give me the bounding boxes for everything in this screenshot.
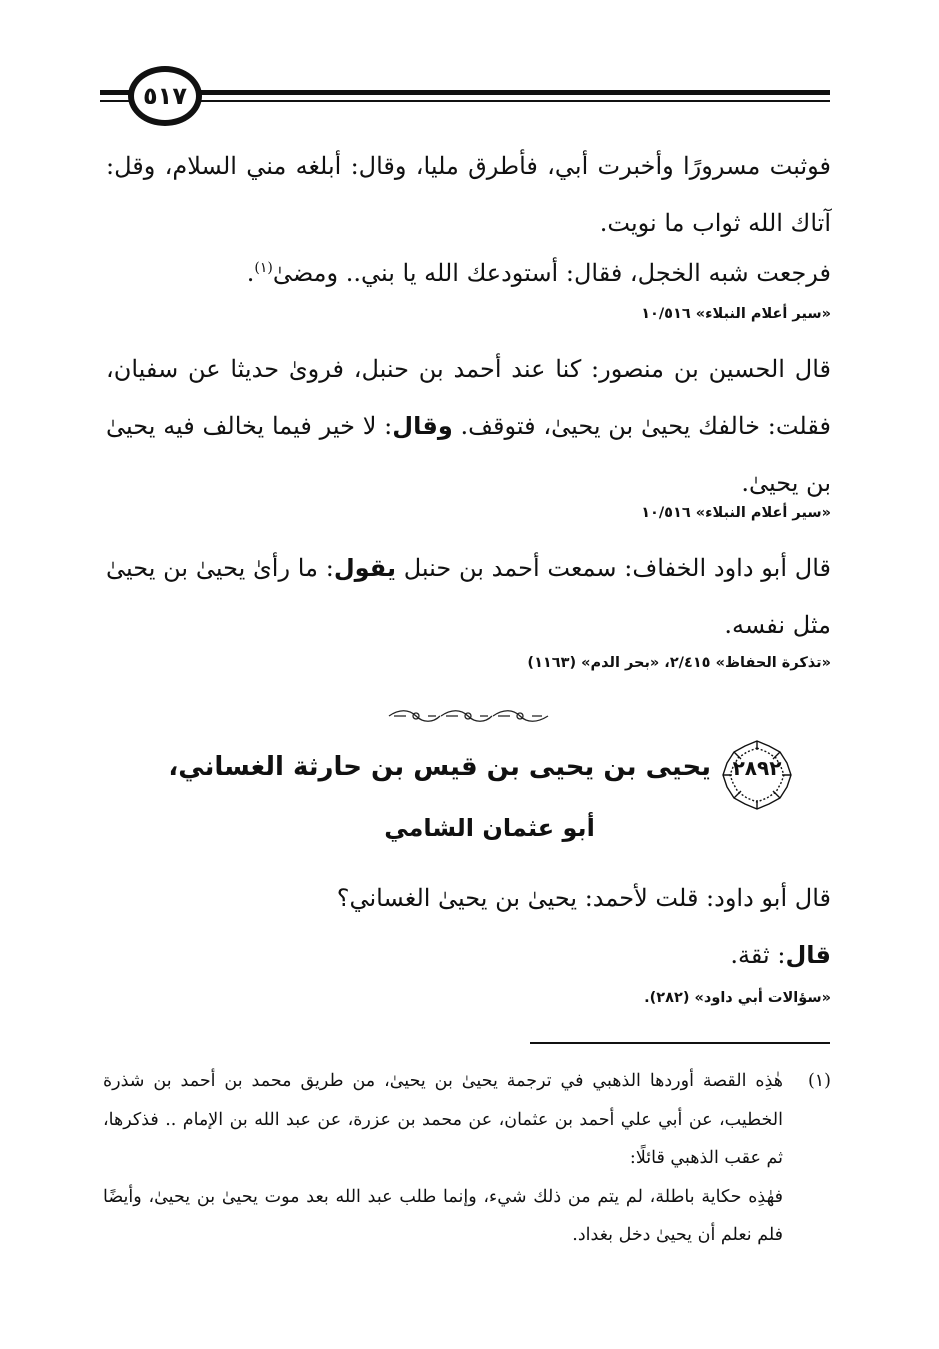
- paragraph-4-part-a: قال أبو داود الخفاف: سمعت أحمد بن حنبل: [403, 554, 831, 582]
- paragraph-2-text: [106, 245, 831, 302]
- entry-answer-keyword: قال: [785, 941, 831, 969]
- paragraph-4-keyword: يقول: [333, 554, 396, 582]
- page-header: [100, 62, 830, 132]
- header-rule-thick: [100, 90, 830, 95]
- citation-3: «تذكرة الحفاظ» ٢/٤١٥، «بحر الدم» (١١٦٣): [527, 655, 831, 671]
- paragraph-3: [106, 341, 831, 512]
- footnote-separator: [530, 1042, 830, 1044]
- entry-citation: «سؤالات أبي داود» (٢٨٢).: [644, 990, 831, 1006]
- entry-body: [106, 870, 831, 984]
- paragraph-1-text: فوثبت مسرورًا وأخبرت أبي، فأطرق مليا، وقال: أبلغه مني السلام، وقل: آتاك الله ثواب ما نويت.: [106, 152, 831, 237]
- paragraph-4-part-b: : ما رأىٰ يحيىٰ بن يحيىٰ مثل نفسه.: [106, 554, 831, 639]
- footnote-reference: (١): [254, 260, 273, 276]
- entry-number: ٢٨٩٢: [732, 756, 782, 780]
- entry-title: يحيى بن يحيى بن قيس بن حارثة الغساني،: [168, 752, 711, 782]
- ornament-divider: [384, 708, 554, 724]
- footnote-paragraph-1: هٰذِه القصة أوردها الذهبي في ترجمة يحيىٰ بن يحيىٰ، من طريق محمد بن أحمد بن شذرة الخطيب، عن أبي علي أحمد بن عثمان، عن محمد بن عزرة، عن عبد الله بن الإمام .. فذكرها، ثم عقب الذهبي قائلًا:: [103, 1071, 783, 1168]
- paragraph-4-text: [106, 540, 831, 654]
- paragraph-2-end: .: [246, 259, 255, 287]
- paragraph-3-part-a: قال الحسين بن منصور: كنا عند أحمد بن حنبل، فروىٰ حديثا عن سفيان، فقلت: خالفك يحيىٰ بن يحيىٰ، فتوقف.: [106, 355, 831, 440]
- citation-1: «سير أعلام النبلاء» ١٠/٥١٦: [641, 306, 831, 322]
- entry-answer-text: : ثقة.: [730, 941, 786, 969]
- paragraph-3-keyword: وقال: [392, 412, 453, 440]
- page-number: ٥١٧: [128, 66, 202, 126]
- paragraph-4: [106, 540, 831, 654]
- paragraph-3-text: [106, 341, 831, 512]
- paragraph-2: [106, 245, 831, 302]
- paragraph-3-part-b: : لا خير فيما يخالف فيه يحيىٰ بن يحيىٰ.: [106, 412, 831, 497]
- citation-2: «سير أعلام النبلاء» ١٠/٥١٦: [641, 505, 831, 521]
- entry-answer: [106, 927, 831, 984]
- header-rule-thin: [100, 100, 830, 102]
- footnote: [103, 1062, 831, 1255]
- paragraph-2-body: فرجعت شبه الخجل، فقال: أستودعك الله يا بني.. ومضىٰ: [272, 259, 831, 287]
- entry-question: قال أبو داود: قلت لأحمد: يحيىٰ بن يحيىٰ الغساني؟: [336, 884, 831, 912]
- footnote-paragraph-2: فهٰذِه حكاية باطلة، لم يتم من ذلك شيء، وإنما طلب عبد الله بعد موت يحيىٰ بن يحيىٰ، وأيضًا فلم نعلم أن يحيىٰ دخل بغداد.: [103, 1186, 783, 1245]
- footnote-marker: (١): [807, 1071, 831, 1091]
- footnote-body: [103, 1062, 783, 1255]
- entry-subtitle: أبو عثمان الشامي: [384, 814, 595, 842]
- paragraph-1: [106, 138, 831, 252]
